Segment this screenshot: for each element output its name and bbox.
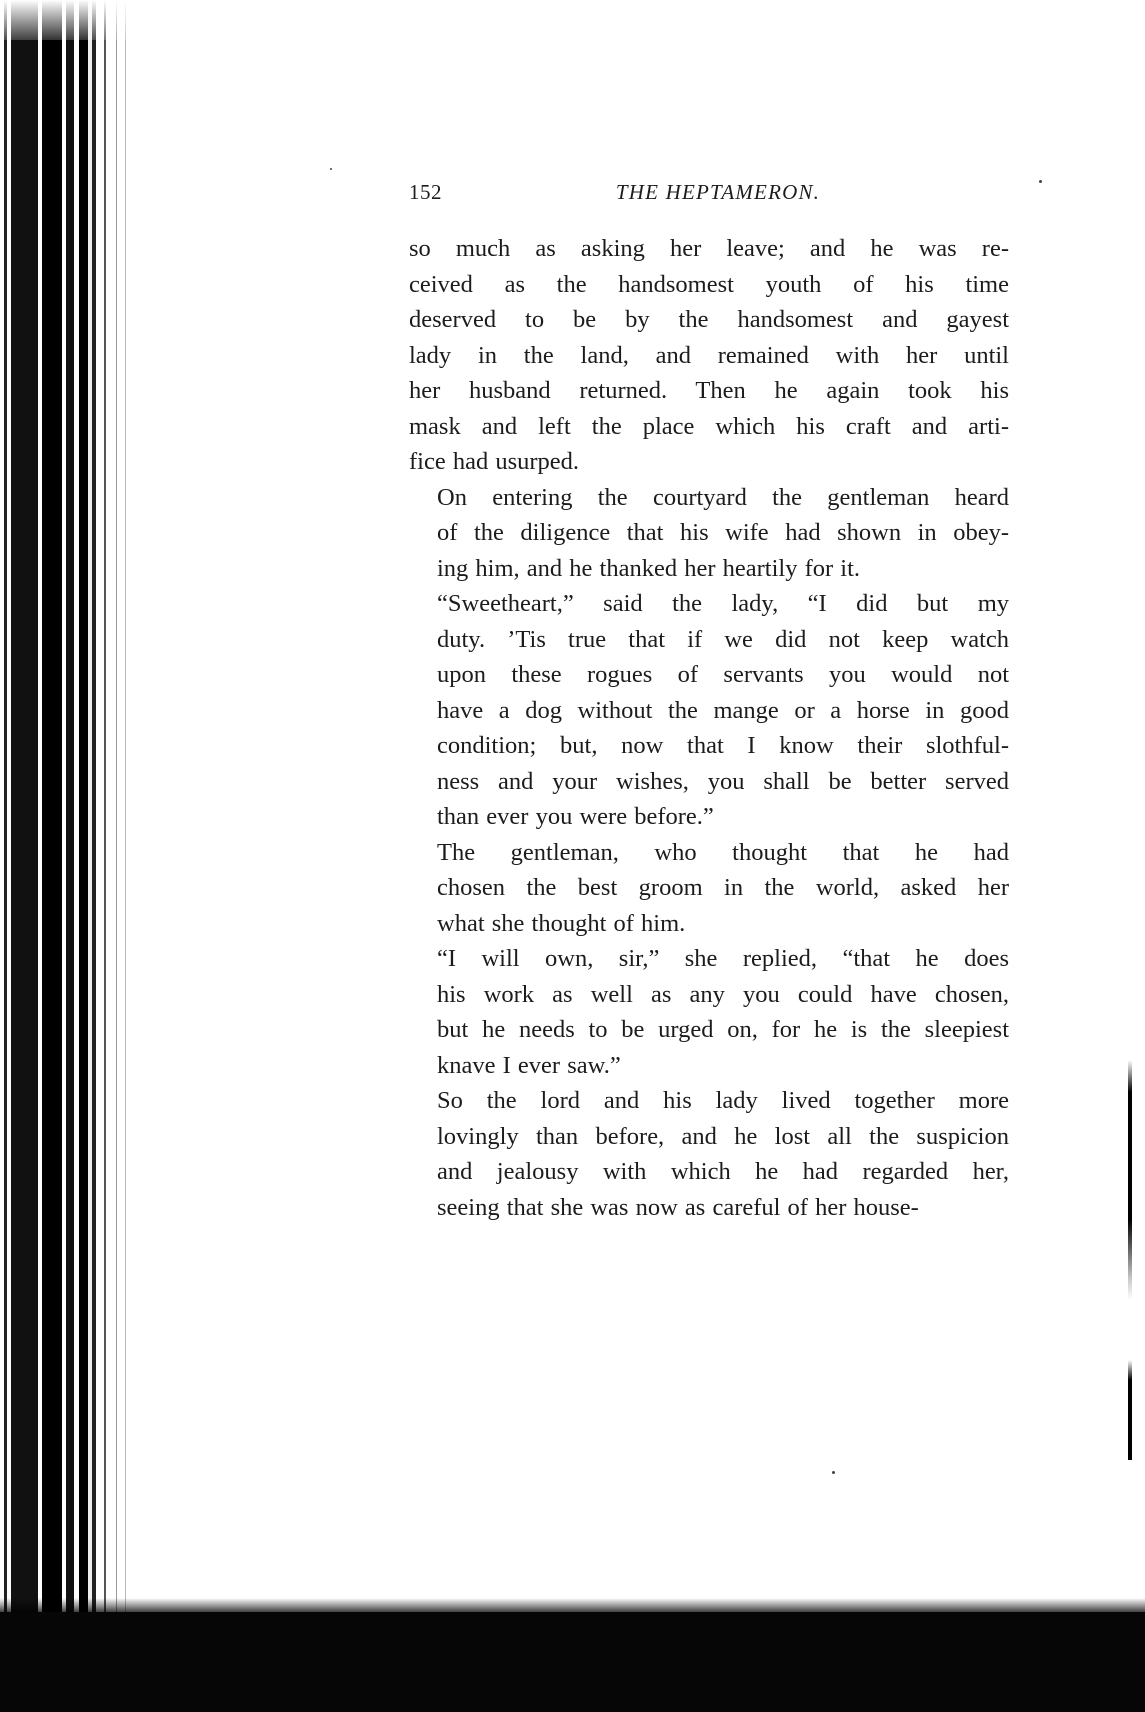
text-line: “Sweetheart,” said the lady, “I did but my (437, 590, 1009, 617)
text-line: lovingly than before, and he lost all the suspicion (437, 1122, 1009, 1150)
text-line: ness and your wishes, you shall be better served (437, 767, 1009, 795)
body-text (409, 231, 1009, 1225)
text-line: The gentleman, who thought that he had (437, 838, 1009, 866)
text-line: of the diligence that his wife had shown in obey- (437, 519, 1009, 546)
paragraph (409, 835, 1009, 942)
text-line: have a dog without the mange or a horse in good (437, 696, 1009, 724)
text-line: what she thought of him. (437, 909, 686, 937)
text-line: ing him, and he thanked her heartily for it. (437, 554, 861, 582)
bottom-scan-edge (0, 1612, 1145, 1712)
text-line: so much as asking her leave; and he was re- (409, 235, 1009, 262)
paragraph (409, 231, 1009, 480)
text-line: On entering the courtyard the gentleman heard (437, 483, 1009, 511)
dust-speck (832, 1471, 835, 1474)
text-line: ceived as the handsomest youth of his time (409, 270, 1009, 298)
text-line: than ever you were before.” (437, 803, 714, 830)
text-line: duty. ’Tis true that if we did not keep watch (437, 625, 1009, 653)
paragraph (409, 480, 1009, 587)
paragraph (409, 1083, 1009, 1225)
text-line: chosen the best groom in the world, asked her (437, 874, 1009, 901)
running-title: THE HEPTAMERON. (615, 180, 821, 204)
text-line: his work as well as any you could have chosen, (437, 980, 1009, 1008)
text-line: mask and left the place which his craft and arti- (409, 412, 1009, 440)
page-number: 152 (409, 180, 442, 204)
paragraph (409, 941, 1009, 1083)
text-line: but he needs to be urged on, for he is the sleepiest (437, 1016, 1009, 1043)
text-line: upon these rogues of servants you would not (437, 661, 1009, 688)
text-line: lady in the land, and remained with her until (409, 341, 1009, 369)
dust-speck (1039, 180, 1042, 183)
text-line: knave I ever saw.” (437, 1051, 621, 1079)
paragraph (409, 586, 1009, 835)
right-edge-mark (1128, 1060, 1132, 1460)
text-line: So the lord and his lady lived together more (437, 1087, 1009, 1114)
spine-top-gap (0, 0, 140, 40)
text-line: her husband returned. Then he again took his (409, 377, 1009, 404)
text-line: deserved to be by the handsomest and gayest (409, 306, 1009, 333)
text-line: “I will own, sir,” she replied, “that he does (437, 945, 1009, 972)
text-line: condition; but, now that I know their slothful- (437, 732, 1009, 759)
running-head (409, 180, 1009, 220)
text-line: fice had usurped. (409, 448, 580, 475)
text-line: seeing that she was now as careful of her house- (437, 1193, 919, 1221)
book-page (409, 180, 1009, 1225)
book-spine-shadow (0, 0, 140, 1712)
dust-speck (330, 168, 332, 170)
text-line: and jealousy with which he had regarded her, (437, 1158, 1009, 1185)
